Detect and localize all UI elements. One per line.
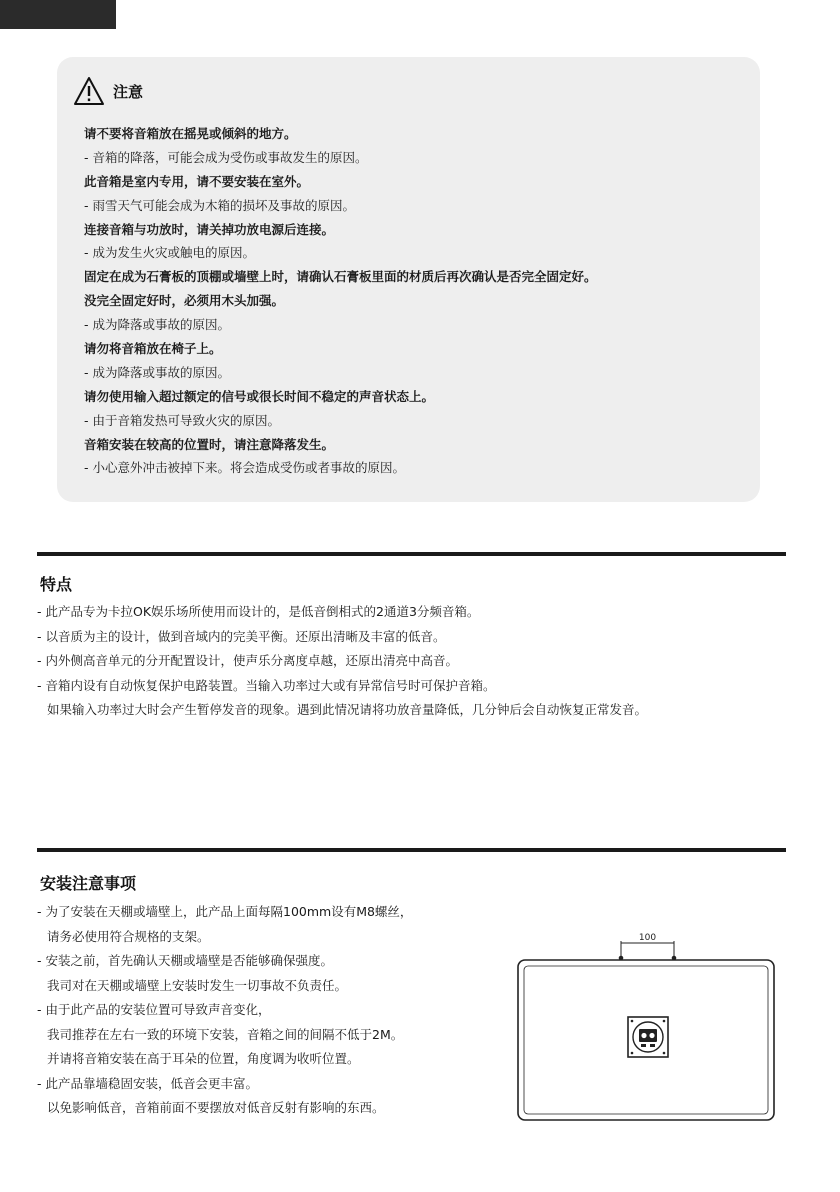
installation-list	[37, 900, 412, 1121]
features-list	[37, 600, 647, 723]
installation-line: 并请将音箱安装在高于耳朵的位置，角度调为收听位置。	[47, 1051, 360, 1066]
warning-line: - 小心意外冲击被掉下来。将会造成受伤或者事故的原因。	[84, 460, 405, 476]
warning-line: - 由于音箱发热可导致火灾的原因。	[84, 412, 280, 428]
installation-line: 我司推荐在左右一致的环境下安装，音箱之间的间隔不低于2M。	[47, 1026, 404, 1042]
installation-line: - 安装之前，首先确认天棚或墙壁是否能够确保强度。	[37, 953, 333, 968]
features-line: - 以音质为主的设计，做到音域内的完美平衡。还原出清晰及丰富的低音。	[37, 628, 446, 644]
installation-title: 安装注意事项	[40, 874, 137, 893]
installation-line: 以免影响低音，音箱前面不要摆放对低音反射有影响的东西。	[47, 1100, 385, 1115]
installation-line: - 此产品靠墙稳固安装，低音会更丰富。	[37, 1075, 258, 1091]
warning-line: - 成为降落或事故的原因。	[84, 317, 230, 333]
warning-triangle-icon	[73, 76, 105, 106]
warning-box	[57, 57, 760, 502]
warning-line: 音箱安装在较高的位置时，请注意降落发生。	[84, 436, 335, 452]
features-line: 如果输入功率过大时会产生暂停发音的现象。遇到此情况请将功放音量降低，几分钟后会自动恢复正常发音。	[47, 702, 648, 717]
warning-line: - 音箱的降落，可能会成为受伤或事故发生的原因。	[84, 149, 368, 165]
dimension-label: 100	[638, 933, 657, 943]
warning-line: 请勿将音箱放在椅子上。	[84, 341, 222, 357]
section-divider	[37, 552, 786, 556]
installation-line: 请务必使用符合规格的支架。	[47, 928, 210, 944]
warning-list	[84, 122, 744, 480]
warning-line: 固定在成为石膏板的顶棚或墙壁上时，请确认石膏板里面的材质后再次确认是否完全固定好。	[84, 269, 597, 285]
page-corner-tab	[0, 0, 116, 29]
warning-line: 连接音箱与功放时，请关掉功放电源后连接。	[84, 221, 335, 237]
warning-line: 请勿使用输入超过额定的信号或很长时间不稳定的声音状态上。	[84, 388, 435, 404]
installation-line: - 由于此产品的安装位置可导致声音变化，	[37, 1002, 271, 1017]
warning-line: - 雨雪天气可能会成为木箱的损坏及事故的原因。	[84, 197, 355, 213]
warning-title: 注意	[113, 82, 144, 101]
features-line: - 音箱内设有自动恢复保护电路装置。当输入功率过大或有异常信号时可保护音箱。	[37, 677, 496, 693]
installation-line: - 为了安装在天棚或墙壁上，此产品上面每隔100mm设有M8螺丝，	[37, 904, 413, 919]
features-line: - 此产品专为卡拉OK娱乐场所使用而设计的，是低音倒相式的2通道3分频音箱。	[37, 604, 480, 619]
features-line: - 内外侧高音单元的分开配置设计，使声乐分离度卓越，还原出清亮中高音。	[37, 653, 458, 668]
speaker-top-view-diagram	[515, 927, 780, 1127]
warning-line: 请不要将音箱放在摇晃或倾斜的地方。	[84, 126, 297, 141]
warning-header	[73, 75, 143, 107]
warning-line: - 成为发生火灾或触电的原因。	[84, 245, 255, 261]
features-title: 特点	[40, 575, 73, 594]
warning-line: 没完全固定好时，必须用木头加强。	[84, 293, 285, 309]
warning-line: 此音箱是室内专用，请不要安装在室外。	[84, 173, 310, 189]
warning-line: - 成为降落或事故的原因。	[84, 364, 230, 380]
section-divider	[37, 848, 786, 852]
input-terminal-plate	[628, 1017, 668, 1057]
installation-line: 我司对在天棚或墙壁上安装时发生一切事故不负责任。	[47, 977, 348, 993]
